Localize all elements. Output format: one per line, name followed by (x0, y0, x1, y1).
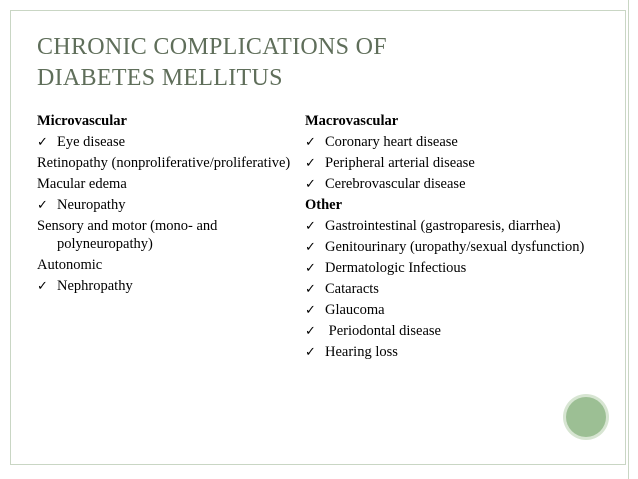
list-item-label: Periodontal disease (325, 323, 441, 339)
list-item-label: Neuropathy (57, 197, 126, 213)
check-bullet-icon: ✓ (37, 134, 48, 149)
list-item-label: Dermatologic Infectious (325, 260, 467, 276)
check-bullet-icon: ✓ (305, 260, 316, 275)
list-item-hearing-loss (305, 343, 595, 361)
microvascular-heading: Microvascular (37, 113, 127, 129)
list-item-glaucoma (305, 301, 595, 319)
other-heading: Other (305, 197, 343, 213)
title-line-1: CHRONIC COMPLICATIONS OF (37, 34, 387, 60)
autonomic-text: Autonomic (37, 257, 103, 273)
check-bullet-icon: ✓ (37, 197, 48, 212)
list-item-gastrointestinal (305, 217, 595, 235)
check-bullet-icon: ✓ (305, 344, 316, 359)
macular-edema-text: Macular edema (37, 176, 127, 192)
list-item-label: Peripheral arterial disease (325, 155, 475, 171)
list-item-label: Genitourinary (uropathy/sexual dysfunction) (325, 239, 585, 255)
check-bullet-icon: ✓ (305, 176, 316, 191)
check-bullet-icon: ✓ (305, 281, 316, 296)
list-item-label: Glaucoma (325, 302, 385, 318)
decorative-circle (566, 397, 606, 437)
check-bullet-icon: ✓ (305, 323, 316, 338)
list-item-dermatologic (305, 259, 595, 277)
slide-edge-line (628, 0, 629, 479)
list-item-coronary (305, 133, 595, 151)
list-item-label: Cataracts (325, 281, 379, 297)
check-bullet-icon: ✓ (305, 155, 316, 170)
macrovascular-heading: Macrovascular (305, 113, 399, 129)
list-item-label: Coronary heart disease (325, 134, 458, 150)
check-bullet-icon: ✓ (305, 302, 316, 317)
list-item-periodontal (305, 322, 595, 340)
list-item-label: Hearing loss (325, 344, 398, 360)
page-title (37, 32, 597, 94)
list-item-label: Cerebrovascular disease (325, 176, 466, 192)
check-bullet-icon: ✓ (37, 278, 48, 293)
list-item-genitourinary (305, 238, 595, 256)
sensory-motor-text: Sensory and motor (mono- and polyneuropathy) (37, 218, 218, 252)
list-item-label: Nephropathy (57, 278, 133, 294)
list-item-peripheral (305, 154, 595, 172)
check-bullet-icon: ✓ (305, 239, 316, 254)
retinopathy-text: Retinopathy (nonproliferative/proliferative) (37, 155, 291, 171)
list-item-cerebrovascular (305, 175, 595, 193)
title-line-2: DIABETES MELLITUS (37, 65, 283, 91)
list-item-label: Eye disease (57, 134, 126, 150)
microvascular-column (37, 112, 299, 298)
macrovascular-column (305, 112, 595, 364)
check-bullet-icon: ✓ (305, 134, 316, 149)
list-item-neuropathy (37, 196, 299, 214)
check-bullet-icon: ✓ (305, 218, 316, 233)
list-item-label: Gastrointestinal (gastroparesis, diarrhea) (325, 218, 561, 234)
list-item-nephropathy (37, 277, 299, 295)
list-item-eye-disease (37, 133, 299, 151)
list-item-cataracts (305, 280, 595, 298)
